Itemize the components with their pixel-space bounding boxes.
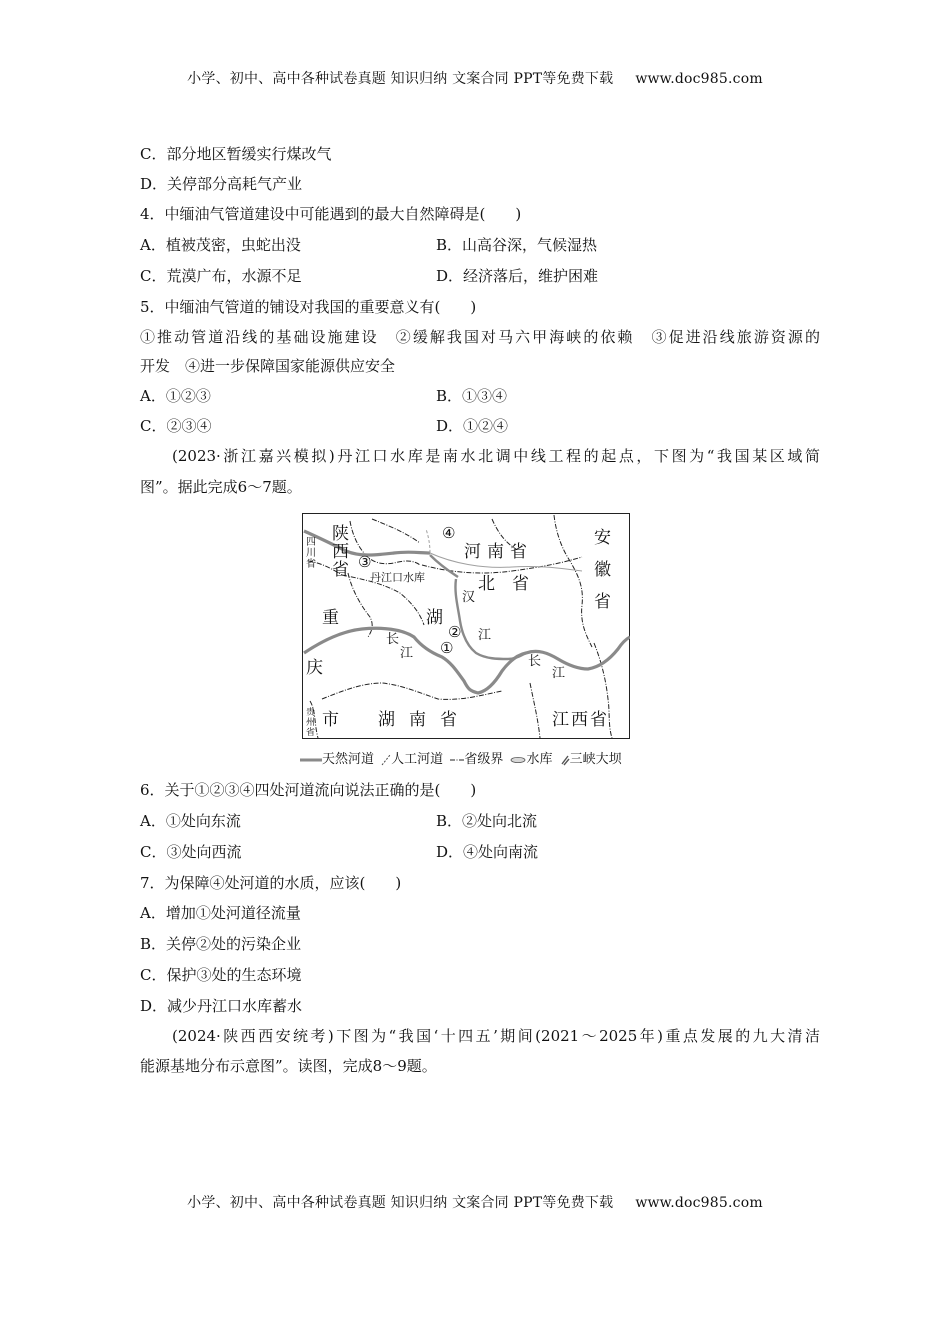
q5-items-line1: ①推动管道沿线的基础设施建设 ②缓解我国对马六甲海峡的依赖 ③促进沿线旅游资源的 [140, 328, 820, 346]
label-jiang-han: 江 [478, 628, 492, 643]
legend-canal [381, 752, 447, 767]
label-shaanxi-3: 省 [332, 560, 349, 580]
legend-natural-river-label: 天然河道 [322, 752, 375, 767]
q5-stem: 5．中缅油气管道的铺设对我国的重要意义有( ) [140, 298, 477, 316]
intro-8-9-line1: (2024·陕西西安统考)下图为“我国‘十四五’期间(2021～2025年)重点发展的九大清洁 [172, 1027, 820, 1045]
label-anhui-1: 安 [594, 528, 611, 548]
q6-options-row2 [140, 842, 820, 862]
q7-option-c: C．保护③处的生态环境 [140, 966, 302, 984]
legend-provincial-border [450, 752, 507, 767]
page-header [0, 68, 950, 88]
legend-reservoir-label: 水库 [526, 752, 553, 767]
q6-option-d: D．④处向南流 [436, 843, 539, 861]
q6-option-c: C．③处向西流 [140, 843, 242, 861]
label-danjiangkou: 丹江口水库 [370, 571, 425, 584]
label-guizhou-3: 省 [306, 728, 316, 738]
label-hubei-3: 省 [512, 574, 529, 594]
intro-6-7-line2: 图”。据此完成6～7题。 [140, 478, 302, 496]
label-chang-left: 长 [386, 632, 400, 647]
q5-options-row1 [140, 386, 820, 406]
label-jiang-left: 江 [400, 646, 414, 661]
q4-option-c: C．荒漠广布，水源不足 [140, 267, 302, 285]
label-hubei-2: 北 [478, 574, 495, 594]
q5-options-row2 [140, 416, 820, 436]
header-text: 小学、初中、高中各种试卷真题 知识归纳 文案合同 PPT等免费下载 [187, 71, 614, 87]
footer-url[interactable]: www.doc985.com [635, 1195, 763, 1211]
natural-river-icon [300, 756, 322, 764]
label-jiang-right: 江 [552, 666, 566, 681]
q3-option-c: C．部分地区暂缓实行煤改气 [140, 145, 332, 163]
dam-icon [560, 754, 570, 766]
q7-option-b: B．关停②处的污染企业 [140, 935, 302, 953]
q5-items-line2: 开发 ④进一步保障国家能源供应安全 [140, 357, 396, 375]
q4-options-row2 [140, 266, 820, 286]
label-hubei-1: 湖 [426, 608, 443, 628]
region-map-svg [302, 513, 630, 739]
q4-option-b: B．山高谷深，气候湿热 [436, 236, 598, 254]
map-legend [300, 748, 660, 767]
label-han: 汉 [462, 590, 476, 605]
label-hunan: 湖南省 [378, 710, 471, 730]
q6-options-row1 [140, 811, 820, 831]
label-sichuan-2: 川 [306, 548, 316, 559]
intro-6-7-line1: (2023·浙江嘉兴模拟)丹江口水库是南水北调中线工程的起点，下图为“我国某区域简 [172, 447, 820, 465]
q5-option-b: B．①③④ [436, 387, 508, 405]
label-anhui-2: 徽 [594, 560, 611, 580]
label-sichuan-3: 省 [306, 559, 316, 570]
label-chongqing-3: 市 [322, 710, 339, 730]
header-url[interactable]: www.doc985.com [635, 71, 763, 87]
q3-option-d: D．关停部分高耗气产业 [140, 175, 303, 193]
label-henan: 河南省 [464, 542, 533, 562]
q4-option-d: D．经济落后，维护困难 [436, 267, 599, 285]
q7-option-d: D．减少丹江口水库蓄水 [140, 997, 303, 1015]
label-sichuan-1: 四 [306, 537, 316, 548]
label-shaanxi-2: 西 [332, 542, 349, 562]
q6-option-b: B．②处向北流 [436, 812, 538, 830]
marker-4: ④ [442, 524, 456, 542]
q6-stem: 6．关于①②③④四处河道流向说法正确的是( ) [140, 781, 477, 799]
label-chang-right: 长 [528, 654, 542, 669]
region-map [302, 513, 630, 739]
label-shaanxi-1: 陕 [332, 524, 349, 544]
legend-canal-label: 人工河道 [391, 752, 444, 767]
legend-natural-river [300, 752, 378, 767]
legend-border-label: 省级界 [464, 752, 504, 767]
q4-stem: 4．中缅油气管道建设中可能遇到的最大自然障碍是( ) [140, 205, 522, 223]
canal-icon [381, 754, 391, 766]
border-icon [450, 756, 464, 764]
q5-option-c: C．②③④ [140, 417, 212, 435]
q5-option-d: D．①②④ [436, 417, 509, 435]
q4-options-row1 [140, 235, 820, 255]
legend-reservoir [510, 752, 556, 767]
marker-2: ② [448, 623, 462, 641]
label-anhui-3: 省 [594, 592, 611, 612]
q5-option-a: A．①②③ [140, 387, 211, 405]
q4-option-a: A．植被茂密，虫蛇出没 [140, 236, 301, 254]
marker-1: ① [440, 639, 454, 657]
label-chongqing-1: 重 [322, 608, 339, 628]
footer-text: 小学、初中、高中各种试卷真题 知识归纳 文案合同 PPT等免费下载 [187, 1195, 614, 1211]
label-chongqing-2: 庆 [306, 658, 323, 678]
q6-option-a: A．①处向东流 [140, 812, 241, 830]
label-guizhou-2: 州 [306, 718, 316, 728]
label-guizhou-1: 贵 [306, 708, 316, 718]
q7-option-a: A．增加①处河道径流量 [140, 904, 301, 922]
intro-8-9-line2: 能源基地分布示意图”。读图，完成8～9题。 [140, 1057, 437, 1075]
page-footer [0, 1192, 950, 1212]
label-jiangxi: 江西省 [552, 710, 609, 730]
legend-three-gorges [560, 752, 622, 767]
q7-stem: 7．为保障④处河道的水质，应该( ) [140, 874, 402, 892]
legend-three-gorges-label: 三峡大坝 [569, 752, 622, 767]
marker-3: ③ [358, 553, 372, 571]
reservoir-icon [510, 756, 526, 764]
